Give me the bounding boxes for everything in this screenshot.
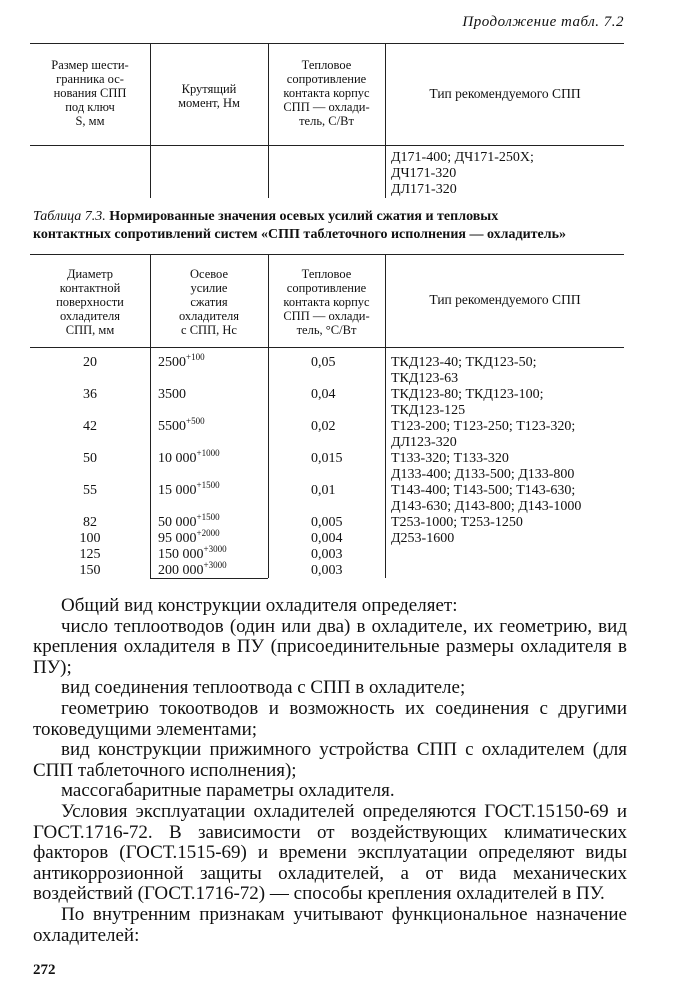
spp-type-line: Т143-400; Т143-500; Т143-630;	[391, 483, 576, 498]
resistance-cell: 0,02	[311, 419, 336, 434]
table-rule	[30, 145, 624, 146]
resistance-cell: 0,05	[311, 355, 336, 370]
resistance-cell: 0,015	[311, 451, 343, 466]
paragraph: геометрию токоотводов и возможность их соединения с другими токоведущими элементами;	[33, 697, 627, 740]
table-rule	[30, 43, 624, 44]
page-number: 272	[33, 962, 56, 978]
diameter-cell: 36	[83, 387, 97, 402]
paragraph: Условия эксплуатации охладителей определяются ГОСТ.15150-69 и ГОСТ.1716-72. В зависимости от воздействующих климатических факторов (ГОСТ.1515-69) и времени эксплуатации определяют виды антикоррозионной защиты охладителей, а от вида механических воздействий (ГОСТ.1716-72) — способы крепления охладителей в ПУ.	[33, 800, 627, 905]
table-rule	[30, 254, 624, 255]
spp-type-line: ТКД123-80; ТКД123-100;	[391, 387, 544, 402]
header-torque: Крутящий момент, Нм	[178, 82, 240, 110]
spp-type-line: Т123-200; Т123-250; Т123-320;	[391, 419, 576, 434]
resistance-cell: 0,003	[311, 563, 343, 578]
diameter-cell: 125	[79, 547, 101, 562]
diameter-cell: 20	[83, 355, 97, 370]
force-value: 200 000	[158, 563, 204, 578]
force-tolerance: +500	[186, 416, 205, 426]
header-thermal-resistance: Тепловое сопротивление контакта корпус СПП — охлади- тель, °С/Вт	[283, 267, 370, 337]
force-value: 150 000	[158, 547, 204, 562]
spp-type-line: ТКД123-40; ТКД123-50;	[391, 355, 537, 370]
diameter-cell: 42	[83, 419, 97, 434]
force-value: 5500	[158, 419, 186, 434]
spp-type-line: ДЧ171-320	[391, 166, 457, 181]
force-value: 10 000	[158, 451, 197, 466]
header-hex-size: Размер шести- гранника ос- нования СПП под ключ S, мм	[51, 58, 129, 128]
header-thermal-resistance: Тепловое сопротивление контакта корпус СПП — охлади- тель, С/Вт	[283, 58, 370, 128]
continuation-title: Продолжение табл. 7.2	[462, 14, 624, 30]
force-tolerance: +3000	[203, 560, 227, 570]
force-value: 95 000	[158, 531, 197, 546]
body-text	[33, 596, 627, 946]
paragraph: вид соединения теплоотвода с СПП в охладителе;	[61, 677, 466, 699]
resistance-cell: 0,04	[311, 387, 336, 402]
spp-type-line: ДЛ171-320	[391, 182, 457, 197]
force-cell	[158, 352, 205, 371]
diameter-cell: 150	[79, 563, 101, 578]
force-value: 15 000	[158, 483, 197, 498]
paragraph: Общий вид конструкции охладителя определяет:	[61, 595, 458, 616]
spp-type-line: Д171-400; ДЧ171-250Х;	[391, 150, 534, 165]
spp-type-line: ТКД123-63	[391, 371, 459, 386]
spp-type-line: Д133-400; Д133-500; Д133-800	[391, 467, 575, 482]
force-tolerance: +1500	[196, 480, 220, 490]
resistance-cell: 0,005	[311, 515, 343, 530]
paragraph: массогабаритные параметры охладителя.	[61, 780, 395, 802]
header-axial-force: Осевое усилие сжатия охладителя с СПП, Нс	[178, 267, 240, 337]
paragraph: число теплоотводов (один или два) в охладителе, их геометрию, вид крепления охладителя в ПУ (присоединительные размеры охладителя в ПУ);	[33, 615, 627, 678]
diameter-cell: 100	[79, 531, 101, 546]
resistance-cell: 0,004	[311, 531, 343, 546]
header-diameter: Диаметр контактной поверхности охладителя СПП, мм	[56, 267, 124, 337]
table-title-line2: контактных сопротивлений систем «СПП таблеточного исполнения — охладитель»	[33, 227, 566, 242]
paragraph: вид конструкции прижимного устройства СПП с охладителем (для СПП таблеточного исполнения);	[33, 739, 627, 781]
force-cell	[158, 416, 205, 435]
spp-type-line: Т253-1000; Т253-1250	[391, 515, 523, 530]
header-spp-type: Тип рекомендуемого СПП	[429, 292, 581, 307]
force-cell	[158, 480, 220, 499]
force-tolerance: +1000	[196, 448, 220, 458]
table-7-3-caption	[33, 208, 623, 226]
table-rule	[30, 347, 624, 348]
table-title-line1: Нормированные значения осевых усилий сжатия и тепловых	[109, 209, 499, 224]
force-cell	[158, 448, 220, 467]
diameter-cell: 50	[83, 451, 97, 466]
table-label: Таблица 7.3.	[33, 209, 106, 224]
force-tolerance: +3000	[203, 544, 227, 554]
spp-type-line: ДЛ123-320	[391, 435, 457, 450]
force-tolerance: +1500	[196, 512, 220, 522]
force-cell	[158, 560, 227, 579]
spp-type-line: Д143-630; Д143-800; Д143-1000	[391, 499, 582, 514]
spp-type-line: ТКД123-125	[391, 403, 466, 418]
force-tolerance: +2000	[196, 528, 220, 538]
resistance-cell: 0,003	[311, 547, 343, 562]
column-divider	[385, 43, 386, 198]
paragraph: По внутренним признакам учитывают функциональное назначение охладителей:	[33, 903, 627, 946]
force-cell	[158, 387, 186, 403]
header-spp-type: Тип рекомендуемого СПП	[429, 86, 581, 101]
spp-type-line: Т133-320; Т133-320	[391, 451, 509, 466]
diameter-cell: 82	[83, 515, 97, 530]
force-value: 50 000	[158, 515, 197, 530]
force-value: 3500	[158, 387, 186, 402]
diameter-cell: 55	[83, 483, 97, 498]
spp-type-line: Д253-1600	[391, 531, 455, 546]
force-tolerance: +100	[186, 352, 205, 362]
column-divider	[150, 43, 151, 198]
force-value: 2500	[158, 355, 186, 370]
resistance-cell: 0,01	[311, 483, 336, 498]
